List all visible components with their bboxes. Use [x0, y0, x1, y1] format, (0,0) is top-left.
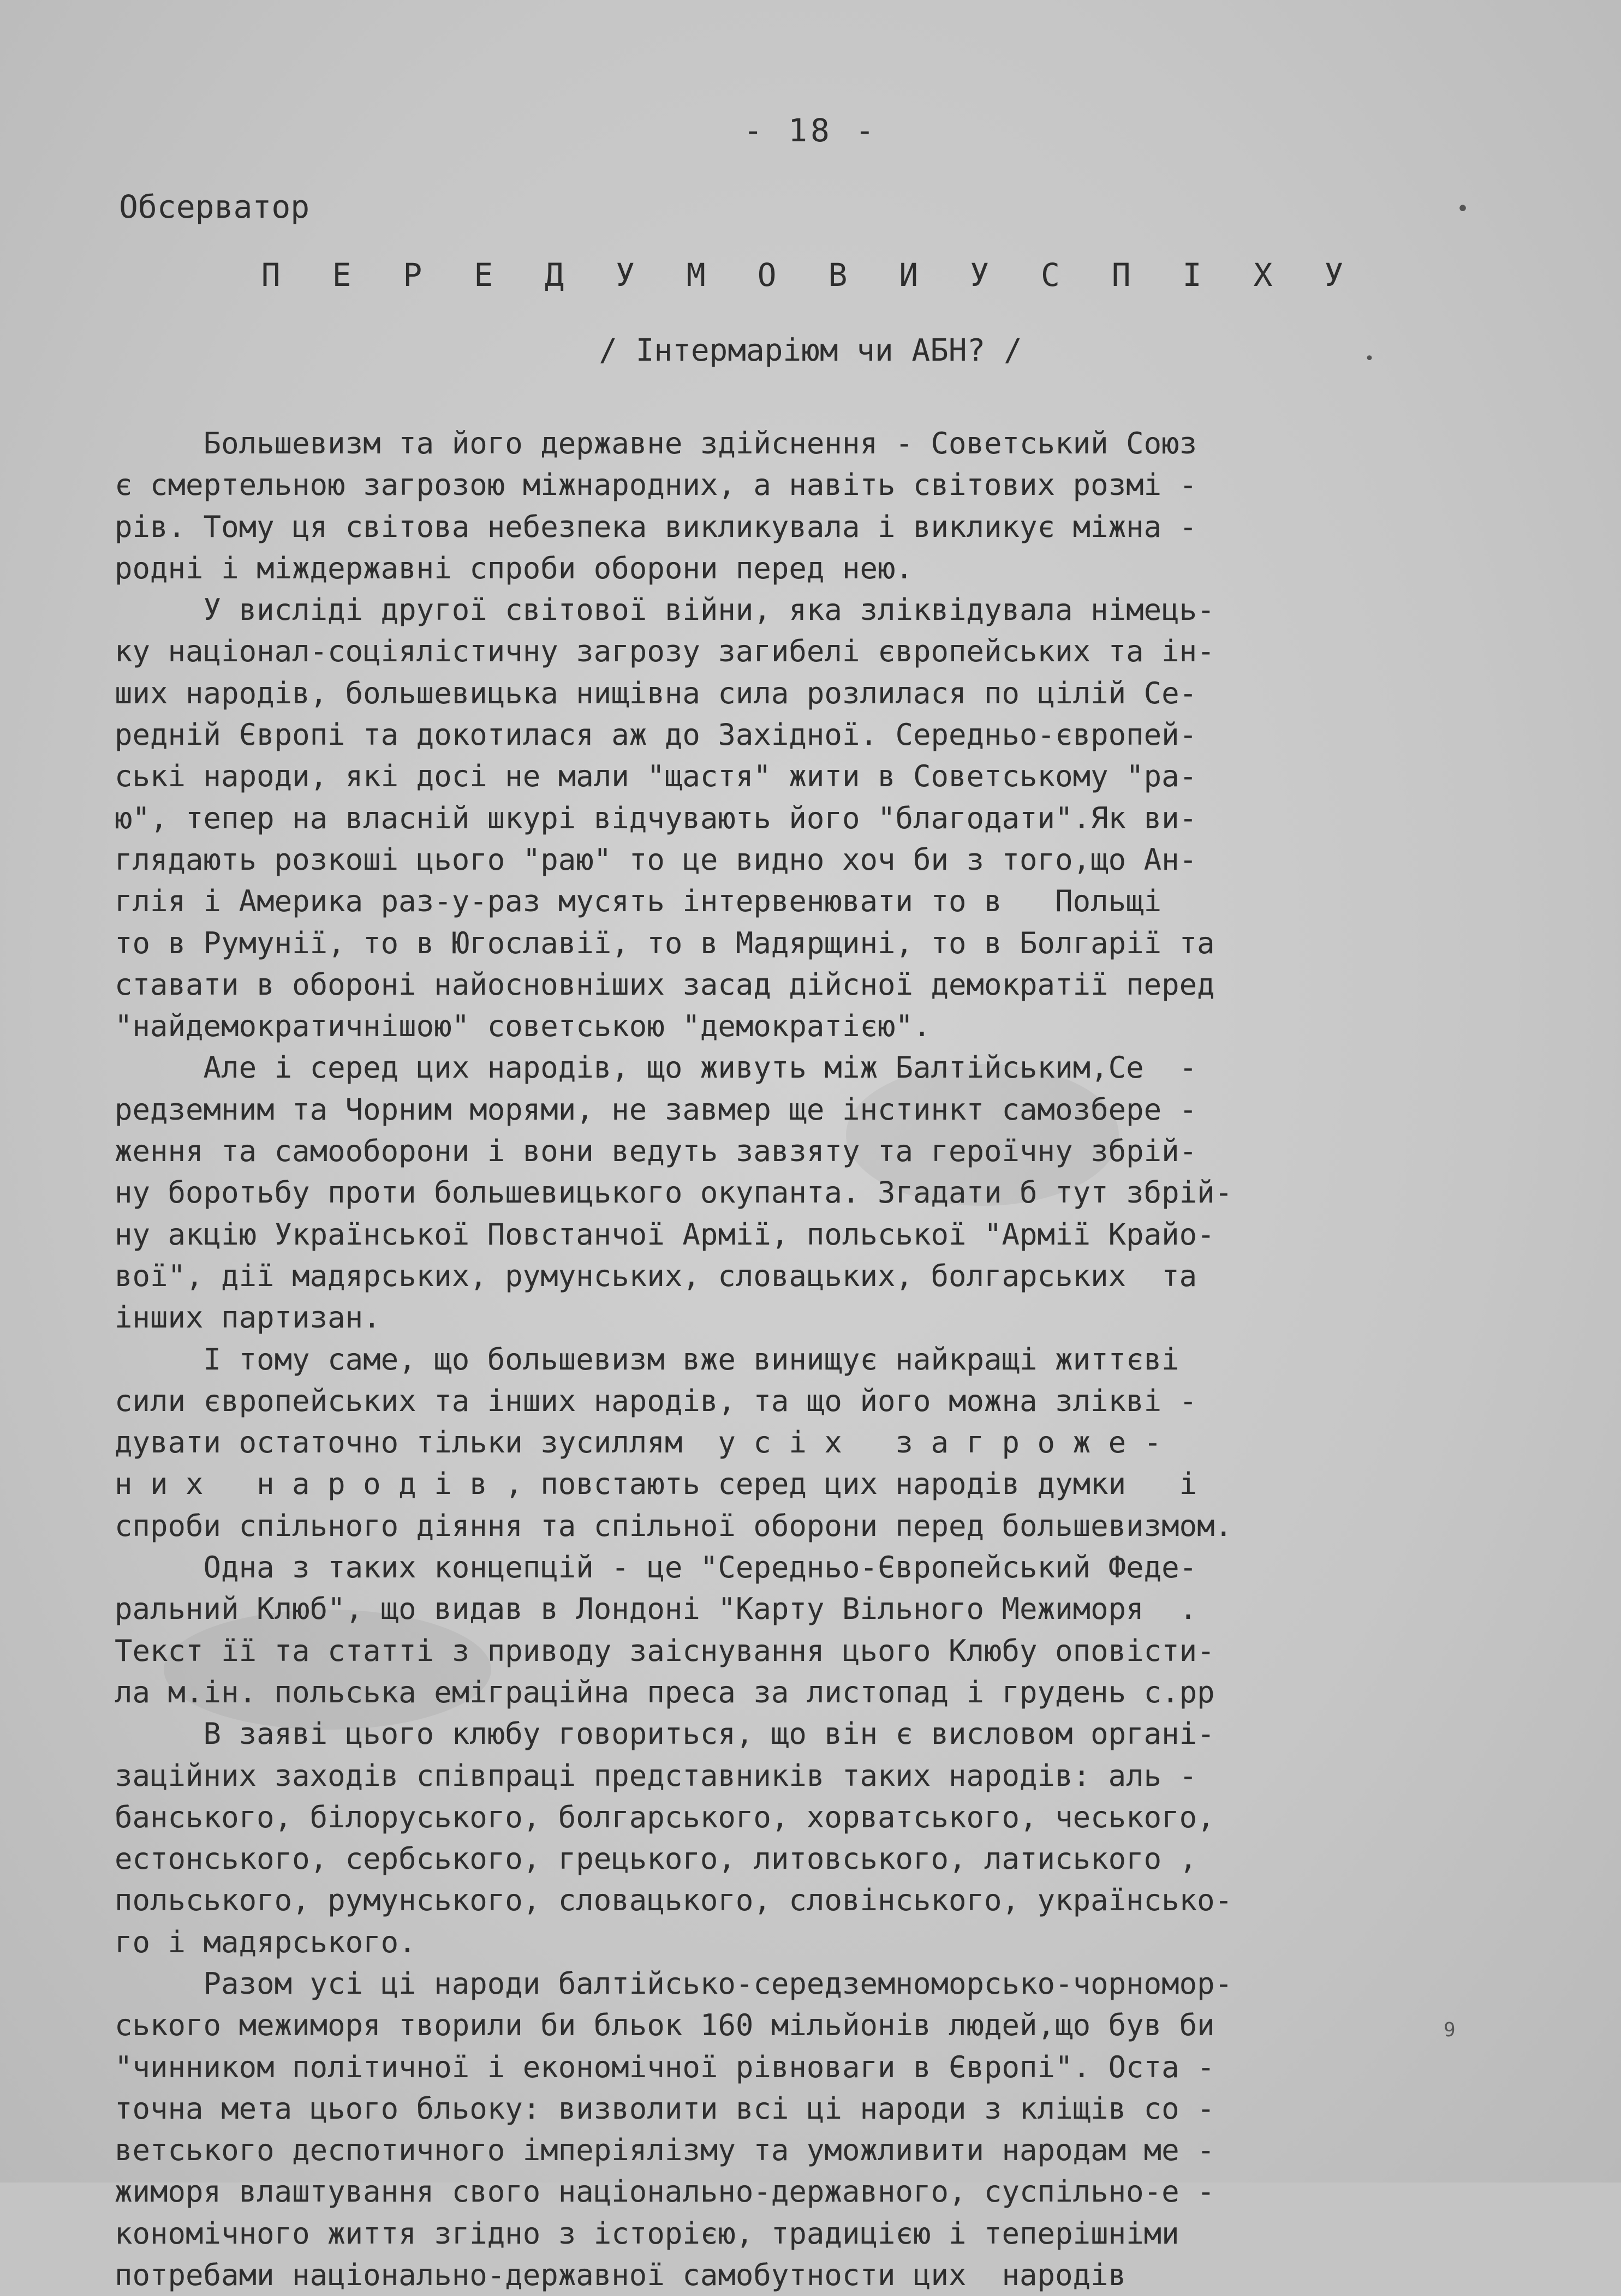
article-body [115, 423, 1501, 2296]
text-line: І тому саме, що большевизм вже винищує найкращі життєві [115, 1342, 1179, 1377]
text-line: Текст її та статті з приводу заіснування цього Клюбу оповісти- [115, 1633, 1215, 1668]
text-line: родні і міждержавні спроби оборони перед нею. [115, 551, 913, 585]
text-line: ших народів, большевицька нищівна сила розлилася по цілій Се- [115, 675, 1197, 710]
author-pseudonym: Обсерватор [119, 188, 310, 225]
text-line: дувати остаточно тільки зусиллям у с і х з а г р о ж е - [115, 1425, 1162, 1460]
corner-number: 9 [1444, 2019, 1456, 2041]
text-line: вої", дії мадярських, румунських, словацьких, болгарських та [115, 1258, 1197, 1293]
text-line: кономічного життя згідно з історією, традицією і теперішніми [115, 2216, 1179, 2251]
text-line: естонського, сербського, грецького, литовського, латиського , [115, 1841, 1197, 1876]
text-line: н и х н а р о д і в , повстають серед цих народів думки і [115, 1467, 1197, 1502]
text-line: го і мадярського. [115, 1924, 416, 1959]
text-line: заційних заходів співпраці представників таких народів: аль - [115, 1758, 1197, 1793]
text-line: спроби спільного діяння та спільної оборони перед большевизмом. [115, 1508, 1233, 1543]
text-line: точна мета цього бльоку: визволити всі ці народи з кліщів со - [115, 2091, 1215, 2126]
text-line: ського межиморя творили би бльок 160 мільйонів людей,що був би [115, 2008, 1215, 2043]
text-line: ральний Клюб", що видав в Лондоні "Карту Вільного Межиморя . [115, 1592, 1197, 1627]
text-line: ну акцію Української Повстанчої Армії, польської "Армії Крайо- [115, 1217, 1215, 1252]
text-line: ну боротьбу проти большевицького окупанта. Згадати б тут збрій- [115, 1175, 1233, 1210]
text-line: рів. Тому ця світова небезпека викликувала і викликує міжна - [115, 509, 1197, 544]
text-line: редній Європі та докотилася аж до Західної. Середньо-європей- [115, 717, 1197, 752]
text-line: ла м.ін. польська еміграційна преса за листопад і грудень с.рр [115, 1675, 1215, 1709]
text-line: глядають розкоші цього "раю" то це видно хоч би з того,що Ан- [115, 842, 1197, 877]
page-number: - 18 - [743, 112, 878, 149]
text-line: ставати в обороні найосновніших засад дійсної демократії перед [115, 967, 1215, 1002]
text-line: редземним та Чорним морями, не завмер ще інстинкт самозбере - [115, 1092, 1197, 1127]
text-line: інших партизан. [115, 1300, 381, 1335]
text-line: Але і серед цих народів, що живуть між Балтійським,Се - [115, 1050, 1197, 1085]
text-line: сили європейських та інших народів, та що його можна зліквi - [115, 1383, 1197, 1418]
text-line: ю", тепер на власній шкурі відчувають його "благодати".Як ви- [115, 800, 1197, 835]
text-line: потребами національно-державної самобутности цих народів [115, 2258, 1127, 2293]
text-line: Разом усі ці народи балтійсько-середземноморсько-чорномор- [115, 1966, 1233, 2001]
text-line: польського, румунського, словацького, словінського, українсько- [115, 1883, 1233, 1918]
ink-speck: • [1364, 349, 1375, 368]
text-line: У висліді другої світової війни, яка зліквідувала німець- [115, 593, 1215, 627]
text-line: жиморя влаштування свого національно-державного, суспільно-е - [115, 2174, 1215, 2209]
text-line: "найдемократичнішою" советською "демократією". [115, 1009, 931, 1044]
text-line: ветського деспотичного імперіялізму та уможливити народам ме - [115, 2133, 1215, 2168]
article-title: П Е Р Е Д У М О В И У С П І Х У [261, 256, 1360, 294]
article-subtitle: / Інтермаріюм чи АБН? / [599, 333, 1022, 368]
text-line: є смертельною загрозою міжнародних, а навіть світових розмі - [115, 468, 1197, 503]
text-line: В заяві цього клюбу говориться, що він є висловом органі- [115, 1717, 1215, 1751]
text-line: ження та самооборони і вони ведуть завзяту та героїчну збрій- [115, 1134, 1197, 1169]
text-line: Большевизм та його державне здійснення - Советський Союз [115, 426, 1197, 461]
ink-speck: • [1456, 196, 1470, 222]
text-line: то в Румунії, то в Югославії, то в Мадярщині, то в Болгарії та [115, 925, 1215, 960]
text-line: глія і Америка раз-у-раз мусять інтервенювати то в Польщі [115, 884, 1162, 919]
text-line: банського, білоруського, болгарського, хорватського, чеського, [115, 1799, 1215, 1834]
text-line: Одна з таких концепцій - це "Середньо-Європейський Федe- [115, 1550, 1197, 1585]
text-line: ку націонал-соціялістичну загрозу загибелі європейських та ін- [115, 634, 1215, 669]
text-line: ські народи, які досі не мали "щастя" жити в Советському "ра- [115, 759, 1197, 794]
text-line: "чинником політичної і економічної рівноваги в Європі". Оста - [115, 2049, 1215, 2084]
